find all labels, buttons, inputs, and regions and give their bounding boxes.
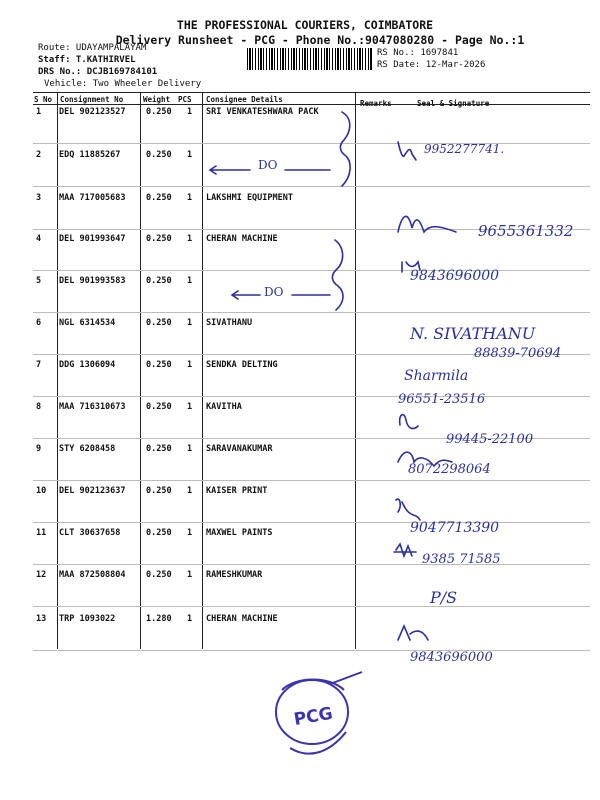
row-consignment-no: MAA 716310673 <box>59 402 126 412</box>
signature-phone: 8072298064 <box>408 462 491 477</box>
row-weight: 0.250 <box>146 360 172 370</box>
row-consignment-no: DEL 902123637 <box>59 486 126 496</box>
row-weight: 0.250 <box>146 107 172 117</box>
signature-phone: 99445-22100 <box>446 432 534 447</box>
signature-name: Sharmila <box>404 368 469 384</box>
row-weight: 0.250 <box>146 444 172 454</box>
row-pcs: 1 <box>187 318 193 328</box>
row-consignee: KAVITHA <box>206 402 242 412</box>
row-consignment-no: DEL 902123527 <box>59 107 126 117</box>
vehicle-label: Vehicle: Two Wheeler Delivery <box>44 79 202 89</box>
route-label: Route: UDAYAMPALAYAM <box>38 43 147 53</box>
row-sno: 3 <box>36 193 42 203</box>
row-consignment-no: MAA 872508804 <box>59 570 126 580</box>
signature-scribble <box>398 626 428 640</box>
runsheet-subtitle: Delivery Runsheet - PCG - Phone No.:9047080280 - Page No.:1 <box>115 33 525 47</box>
row-pcs: 1 <box>187 360 193 370</box>
row-weight: 0.250 <box>146 234 172 244</box>
row-consignee: RAMESHKUMAR <box>206 570 263 580</box>
row-consignment-no: TRP 1093022 <box>59 614 116 624</box>
row-weight: 0.250 <box>146 486 172 496</box>
row-pcs: 1 <box>187 107 193 117</box>
row-consignee: LAKSHMI EQUIPMENT <box>206 193 293 203</box>
row-sno: 11 <box>36 528 47 538</box>
ditto-arrow <box>232 291 260 299</box>
rs-number: RS No.: 1697841 <box>377 48 459 58</box>
row-consignee: CHERAN MACHINE <box>206 614 278 624</box>
row-pcs: 1 <box>187 234 193 244</box>
row-weight: 0.250 <box>146 402 172 412</box>
row-consignment-no: MAA 717005683 <box>59 193 126 203</box>
row-pcs: 1 <box>187 402 193 412</box>
rs-date: RS Date: 12-Mar-2026 <box>377 60 486 70</box>
row-consignee: SRI VENKATESHWARA PACK <box>206 107 319 117</box>
signature-scribble <box>398 142 416 160</box>
signature-phone: 88839-70694 <box>474 346 562 361</box>
row-consignee: SIVATHANU <box>206 318 253 328</box>
signature-scribble <box>396 499 420 520</box>
col-weight: Weight <box>143 95 171 104</box>
row-sno: 2 <box>36 150 42 160</box>
row-pcs: 1 <box>187 486 193 496</box>
row-weight: 0.250 <box>146 193 172 203</box>
row-sno: 1 <box>36 107 42 117</box>
row-sno: 7 <box>36 360 42 370</box>
ditto-arrow <box>210 166 250 174</box>
row-weight: 0.250 <box>146 276 172 286</box>
row-weight: 0.250 <box>146 528 172 538</box>
row-pcs: 1 <box>187 276 193 286</box>
row-pcs: 1 <box>187 614 193 624</box>
col-consignee: Consignee Details <box>206 95 283 104</box>
row-sno: 12 <box>36 570 47 580</box>
signature-phone: 9843696000 <box>410 650 493 665</box>
signature-phone: 9952277741. <box>424 142 505 156</box>
row-consignment-no: DDG 1306094 <box>59 360 116 370</box>
row-sno: 6 <box>36 318 42 328</box>
signature-phone: 9843696000 <box>410 268 500 284</box>
company-title: THE PROFESSIONAL COURIERS, COIMBATORE <box>176 18 434 32</box>
row-consignee: KAISER PRINT <box>206 486 268 496</box>
row-sno: 5 <box>36 276 42 286</box>
row-pcs: 1 <box>187 193 193 203</box>
row-pcs: 1 <box>187 444 193 454</box>
row-consignee: SENDKA DELTING <box>206 360 278 370</box>
signature-scribble <box>400 415 418 429</box>
row-weight: 0.250 <box>146 318 172 328</box>
row-consignment-no: CLT 30637658 <box>59 528 121 538</box>
ditto-mark: DO <box>258 158 278 172</box>
brace-mark <box>340 112 350 186</box>
signature-phone: 9655361332 <box>478 222 574 240</box>
col-pcs: PCS <box>178 95 192 104</box>
row-pcs: 1 <box>187 528 193 538</box>
drs-number: DRS No.: DCJB169784101 <box>38 67 158 77</box>
row-pcs: 1 <box>187 570 193 580</box>
row-consignment-no: DEL 901993647 <box>59 234 126 244</box>
signature-phone: 9047713390 <box>410 520 500 536</box>
row-consignment-no: STY 6208458 <box>59 444 116 454</box>
row-consignee: CHERAN MACHINE <box>206 234 278 244</box>
row-pcs: 1 <box>187 150 193 160</box>
stamp-text: PCG <box>292 703 335 731</box>
row-sno: 13 <box>36 614 47 624</box>
row-sno: 4 <box>36 234 42 244</box>
row-consignee: MAXWEL PAINTS <box>206 528 273 538</box>
col-sno: S No <box>34 95 53 104</box>
row-weight: 0.250 <box>146 150 172 160</box>
row-consignment-no: DEL 901993583 <box>59 276 126 286</box>
signature-note: P/S <box>430 588 458 607</box>
row-consignee: SARAVANAKUMAR <box>206 444 273 454</box>
signature-scribble <box>394 544 416 556</box>
ditto-mark: DO <box>264 285 284 299</box>
signature-scribble <box>398 216 456 232</box>
row-weight: 0.250 <box>146 570 172 580</box>
row-sno: 9 <box>36 444 42 454</box>
row-consignment-no: EDQ 11885267 <box>59 150 121 160</box>
row-sno: 8 <box>36 402 42 412</box>
row-weight: 1.280 <box>146 614 172 624</box>
row-sno: 10 <box>36 486 47 496</box>
col-consignment: Consignment No <box>60 95 124 104</box>
signature-phone: 9385 71585 <box>422 552 501 567</box>
staff-label: Staff: T.KATHIRVEL <box>38 55 136 65</box>
row-consignment-no: NGL 6314534 <box>59 318 116 328</box>
signature-name: N. SIVATHANU <box>410 324 536 343</box>
signature-phone: 96551-23516 <box>398 392 486 407</box>
brace-mark <box>332 240 343 310</box>
